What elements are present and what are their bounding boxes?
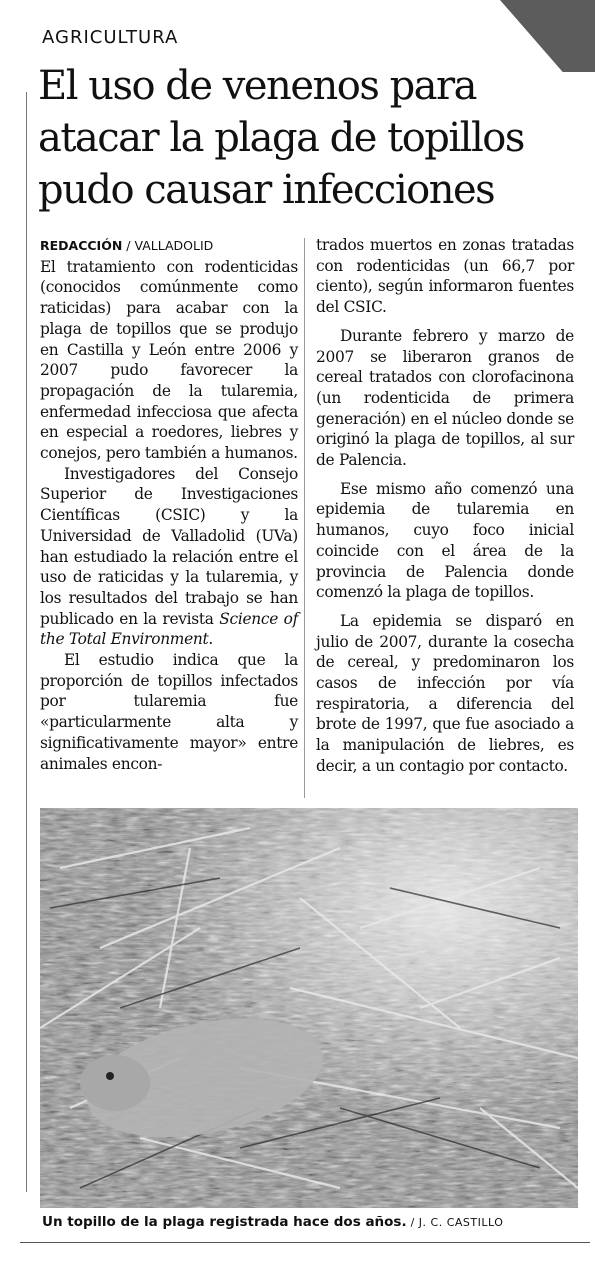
bottom-rule	[20, 1242, 590, 1243]
text-column-2	[316, 235, 574, 777]
paragraph-1	[40, 235, 298, 464]
photo-credit: / J. C. CASTILLO	[406, 1216, 504, 1229]
left-margin-rule	[26, 92, 27, 1192]
byline-author: REDACCIÓN	[40, 238, 123, 253]
paragraph-5: Ese mismo año comenzó una epidemia de tularemia en humanos, cuyo foco inicial coincide con el área de la provincia de Palencia donde comenzó la plaga de topillos.	[316, 479, 574, 602]
paragraph-4: Durante febrero y marzo de 2007 se liberaron granos de cereal tratados con clorofacinona (un rodenticida de primera generación) en el núcleo donde se originó la plaga de topillos, al sur de Palencia.	[316, 326, 574, 470]
vole-photo	[40, 808, 578, 1208]
paragraph-6: La epidemia se disparó en julio de 2007, durante la cosecha de cereal, y predominaron los casos de infección por vía respiratoria, a diferencia del brote de 1997, que fue asociado a la manipulación de liebres, es decir, a un contagio por contacto.	[316, 611, 574, 775]
paragraph-2	[40, 464, 298, 650]
byline-place: VALLADOLID	[134, 238, 214, 253]
headline: El uso de venenos para atacar la plaga de topillos pudo causar infecciones	[38, 63, 524, 213]
byline-separator: /	[122, 238, 135, 253]
paragraph-3-continued: trados muertos en zonas tratadas con rodenticidas (un 66,7 por ciento), según informaron fuentes del CSIC.	[316, 236, 574, 317]
paragraph-3: El estudio indica que la proporción de topillos infectados por tularemia fue «particularmente alta y significativamente mayor» entre animales encon-	[40, 651, 298, 773]
paragraph-1-text: El tratamiento con rodenticidas (conocidos comúnmente como raticidas) para acabar con la plaga de topillos que se produjo en Castilla y León entre 2006 y 2007 pudo favorecer la propagación de la tularemia, enfermedad infecciosa que afecta en especial a roedores, liebres y conejos, pero también a humanos.	[40, 257, 298, 463]
photo-caption	[42, 1214, 582, 1230]
paragraph-2-text: Investigadores del Consejo Superior de Investigaciones Científicas (CSIC) y la Universidad de Valladolid (UVa) han estudiado la relación entre el uso de raticidas y la tularemia, y los resultados del trabajo se han publicado en la revista	[40, 464, 298, 628]
byline	[40, 238, 213, 253]
text-column-1	[40, 235, 298, 774]
journal-name: Science of the Total Environment	[40, 609, 298, 649]
caption-text: Un topillo de la plaga registrada hace dos años.	[42, 1214, 407, 1230]
column-divider	[304, 238, 305, 798]
section-label: AGRICULTURA	[42, 27, 179, 48]
paragraph-2-end: .	[208, 630, 214, 649]
